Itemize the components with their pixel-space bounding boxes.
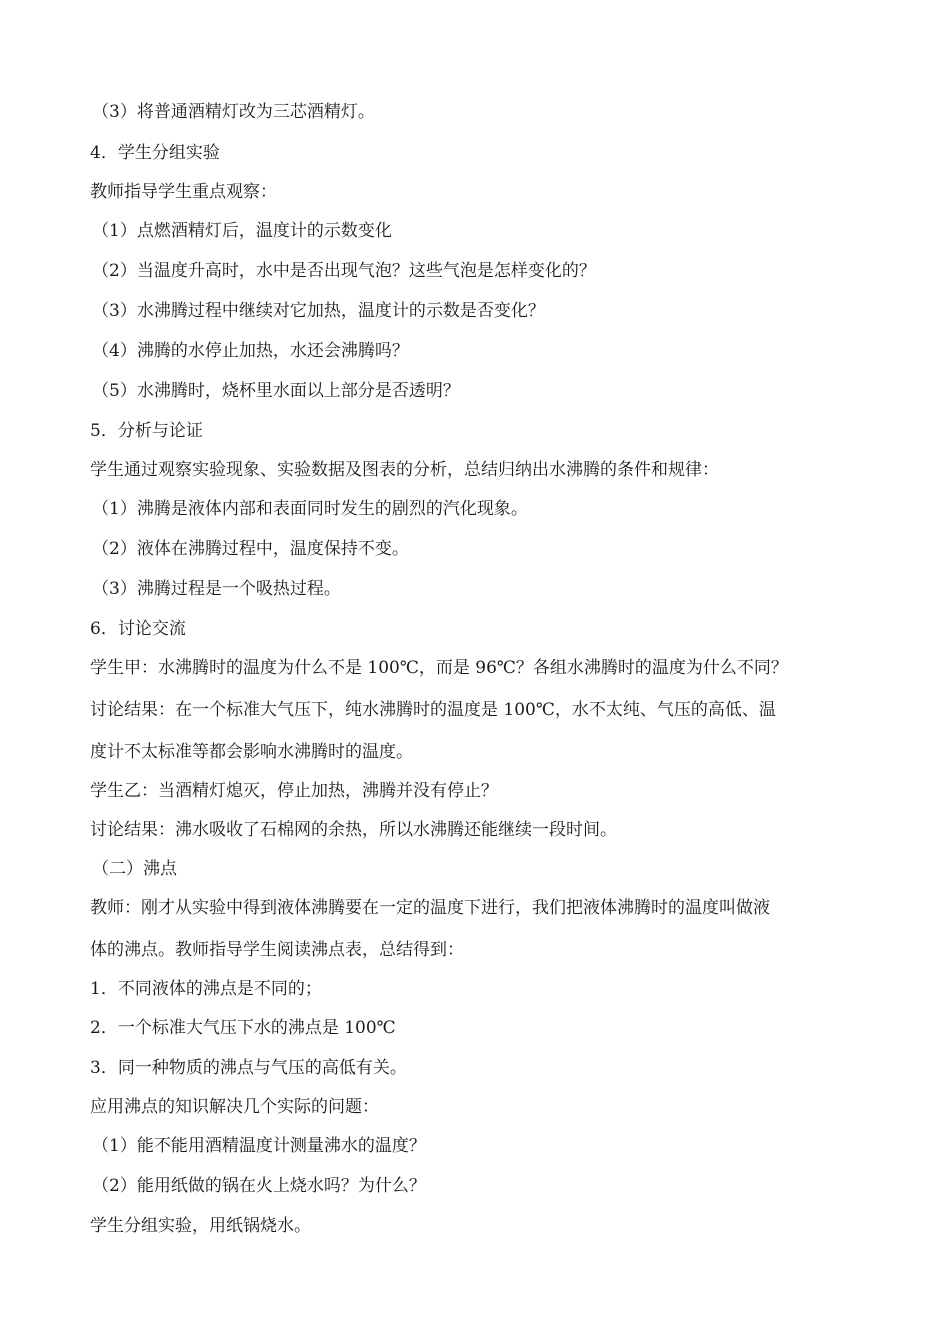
- section-heading: 6．讨论交流: [90, 619, 186, 639]
- text-line: 学生通过观察实验现象、实验数据及图表的分析，总结归纳出水沸腾的条件和规律：: [90, 460, 719, 480]
- section-heading: 5．分析与论证: [90, 421, 203, 441]
- section-heading: 4．学生分组实验: [90, 143, 220, 163]
- list-item: 3．同一种物质的沸点与气压的高低有关。: [90, 1058, 407, 1078]
- list-item: （1）能不能用酒精温度计测量沸水的温度？: [92, 1136, 426, 1156]
- text-line: 学生分组实验，用纸锅烧水。: [90, 1216, 311, 1236]
- text-line: 讨论结果：在一个标准大气压下，纯水沸腾时的温度是 100℃，水不太纯、气压的高低、温: [90, 700, 776, 720]
- text-line: （3）将普通酒精灯改为三芯酒精灯。: [92, 102, 375, 122]
- list-item: （2）液体在沸腾过程中，温度保持不变。: [92, 539, 409, 559]
- text-line: 学生甲：水沸腾时的温度为什么不是 100℃，而是 96℃？各组水沸腾时的温度为什么不同？: [90, 658, 788, 678]
- text-line: 学生乙：当酒精灯熄灭，停止加热，沸腾并没有停止？: [90, 781, 498, 801]
- text-line: 度计不太标准等都会影响水沸腾时的温度。: [90, 742, 413, 762]
- list-item: （2）能用纸做的锅在火上烧水吗？为什么？: [92, 1176, 426, 1196]
- text-line: 讨论结果：沸水吸收了石棉网的余热，所以水沸腾还能继续一段时间。: [90, 820, 617, 840]
- list-item: （2）当温度升高时，水中是否出现气泡？这些气泡是怎样变化的？: [92, 261, 596, 281]
- list-item: （4）沸腾的水停止加热，水还会沸腾吗？: [92, 341, 409, 361]
- list-item: 2．一个标准大气压下水的沸点是 100℃: [90, 1018, 396, 1038]
- section-heading: （二）沸点: [92, 859, 177, 879]
- list-item: （3）水沸腾过程中继续对它加热，温度计的示数是否变化？: [92, 301, 545, 321]
- list-item: 1．不同液体的沸点是不同的；: [90, 979, 322, 999]
- list-item: （5）水沸腾时，烧杯里水面以上部分是否透明？: [92, 381, 460, 401]
- text-line: 应用沸点的知识解决几个实际的问题：: [90, 1097, 379, 1117]
- list-item: （1）沸腾是液体内部和表面同时发生的剧烈的汽化现象。: [92, 499, 528, 519]
- list-item: （3）沸腾过程是一个吸热过程。: [92, 579, 341, 599]
- text-line: 教师指导学生重点观察：: [90, 182, 277, 202]
- list-item: （1）点燃酒精灯后，温度计的示数变化: [92, 221, 392, 241]
- text-line: 教师：刚才从实验中得到液体沸腾要在一定的温度下进行，我们把液体沸腾时的温度叫做液: [90, 898, 770, 918]
- text-line: 体的沸点。教师指导学生阅读沸点表，总结得到：: [90, 940, 464, 960]
